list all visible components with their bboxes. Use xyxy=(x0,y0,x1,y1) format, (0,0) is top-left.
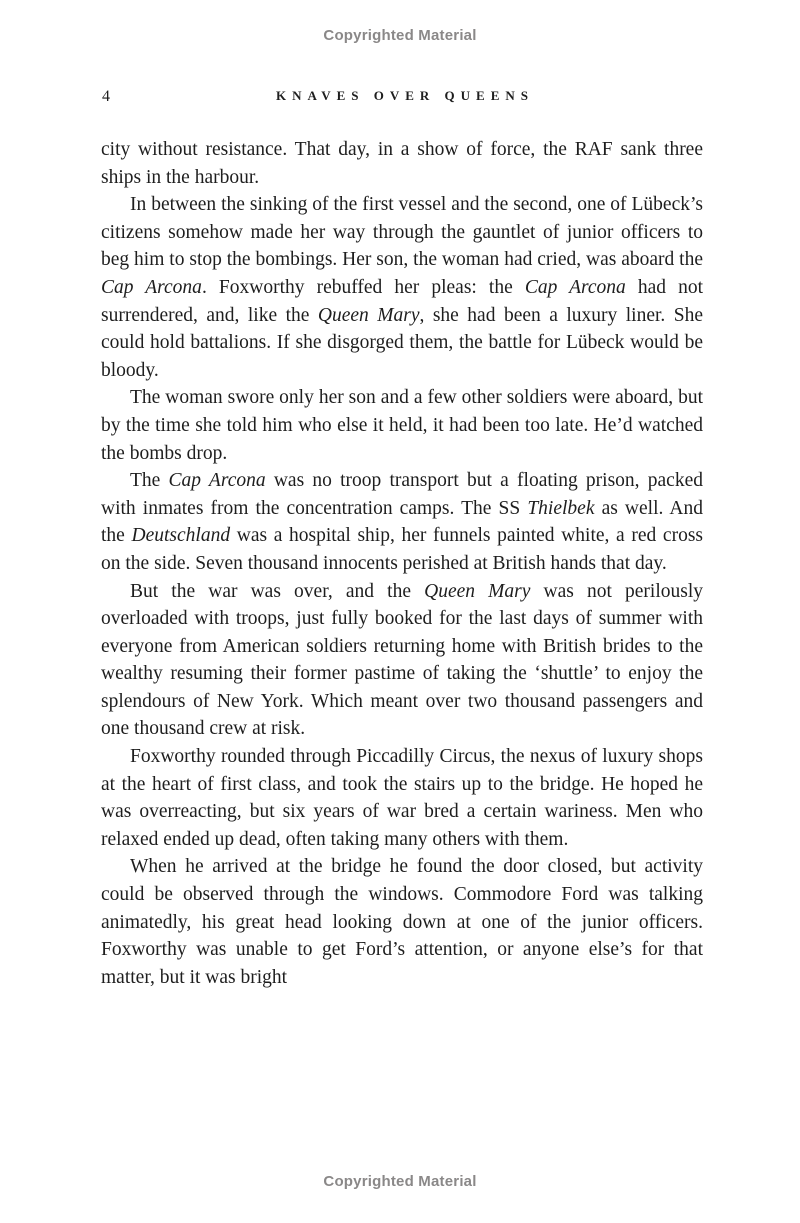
page-header xyxy=(101,88,703,108)
text-run: When he arrived at the bridge he found the door closed, but activity could be observed through the windows. Commodore Ford was talking animatedly, his great head looking down at one of the junior officers. Foxworthy was unable to get Ford’s attention, or anyone else’s for that matter, but it was bright xyxy=(101,856,703,988)
text-run: , she had been a luxury liner. She could hold battalions. If she disgorged them, the battle for Lübeck would be bloody. xyxy=(101,304,703,381)
paragraph xyxy=(101,853,703,991)
italic-run: Cap Arcona xyxy=(101,276,202,298)
text-run: But the war was over, and the xyxy=(130,580,425,602)
body-text xyxy=(101,136,703,991)
paragraph xyxy=(101,743,703,853)
copyright-notice-bottom: Copyrighted Material xyxy=(323,1173,477,1190)
paragraph xyxy=(101,136,703,191)
text-run: . Foxworthy rebuffed her pleas: the xyxy=(201,276,525,298)
text-run: was no troop transport but a floating prison, packed with inmates from the concentration camps. The SS xyxy=(101,470,703,519)
paragraph xyxy=(101,467,703,577)
text-run: had not surrendered, and, like the xyxy=(101,276,704,326)
italic-run: Queen Mary xyxy=(317,304,420,326)
text-run: was a hospital ship, her funnels painted white, a red cross on the side. Seven thousand innocents perished at British hands that day. xyxy=(101,525,704,574)
italic-run: Cap Arcona xyxy=(524,276,626,298)
text-run: was not perilously overloaded with troops, just fully booked for the last days of summer with everyone from American soldiers returning home with British brides to the wealthy resuming their former pastime of taking the ‘shuttle’ to enjoy the splendours of New York. Which meant over two thousand passengers and one thousand crew at risk. xyxy=(101,580,704,740)
italic-run: Deutschland xyxy=(131,525,231,547)
italic-run: Queen Mary xyxy=(424,580,531,602)
paragraph xyxy=(101,384,703,467)
paragraph xyxy=(101,191,703,384)
running-header: KNAVES OVER QUEENS xyxy=(275,88,535,103)
text-run: The xyxy=(130,470,169,492)
text-run: In between the sinking of the first vessel and the second, one of Lübeck’s citizens somehow made her way through the gauntlet of junior officers to beg him to stop the bombings. Her son, the woman had cried, was aboard the xyxy=(101,194,703,271)
paragraph xyxy=(101,578,703,744)
italic-run: Cap Arcona xyxy=(168,470,266,492)
text-run: The woman swore only her son and a few other soldiers were aboard, but by the time she told him who else it held, it had been too late. He’d watched the bombs drop. xyxy=(101,387,703,464)
text-run: as well. And the xyxy=(101,497,703,547)
text-run: city without resistance. That day, in a show of force, the RAF sank three ships in the harbour. xyxy=(101,139,703,188)
copyright-notice-top: Copyrighted Material xyxy=(323,27,477,44)
text-run: Foxworthy rounded through Piccadilly Circus, the nexus of luxury shops at the heart of first class, and took the stairs up to the bridge. He hoped he was overreacting, but six years of war bred a certain wariness. Men who relaxed ended up dead, often taking many others with them. xyxy=(101,746,703,850)
italic-run: Thielbek xyxy=(527,497,595,519)
page-number: 4 xyxy=(102,88,110,105)
